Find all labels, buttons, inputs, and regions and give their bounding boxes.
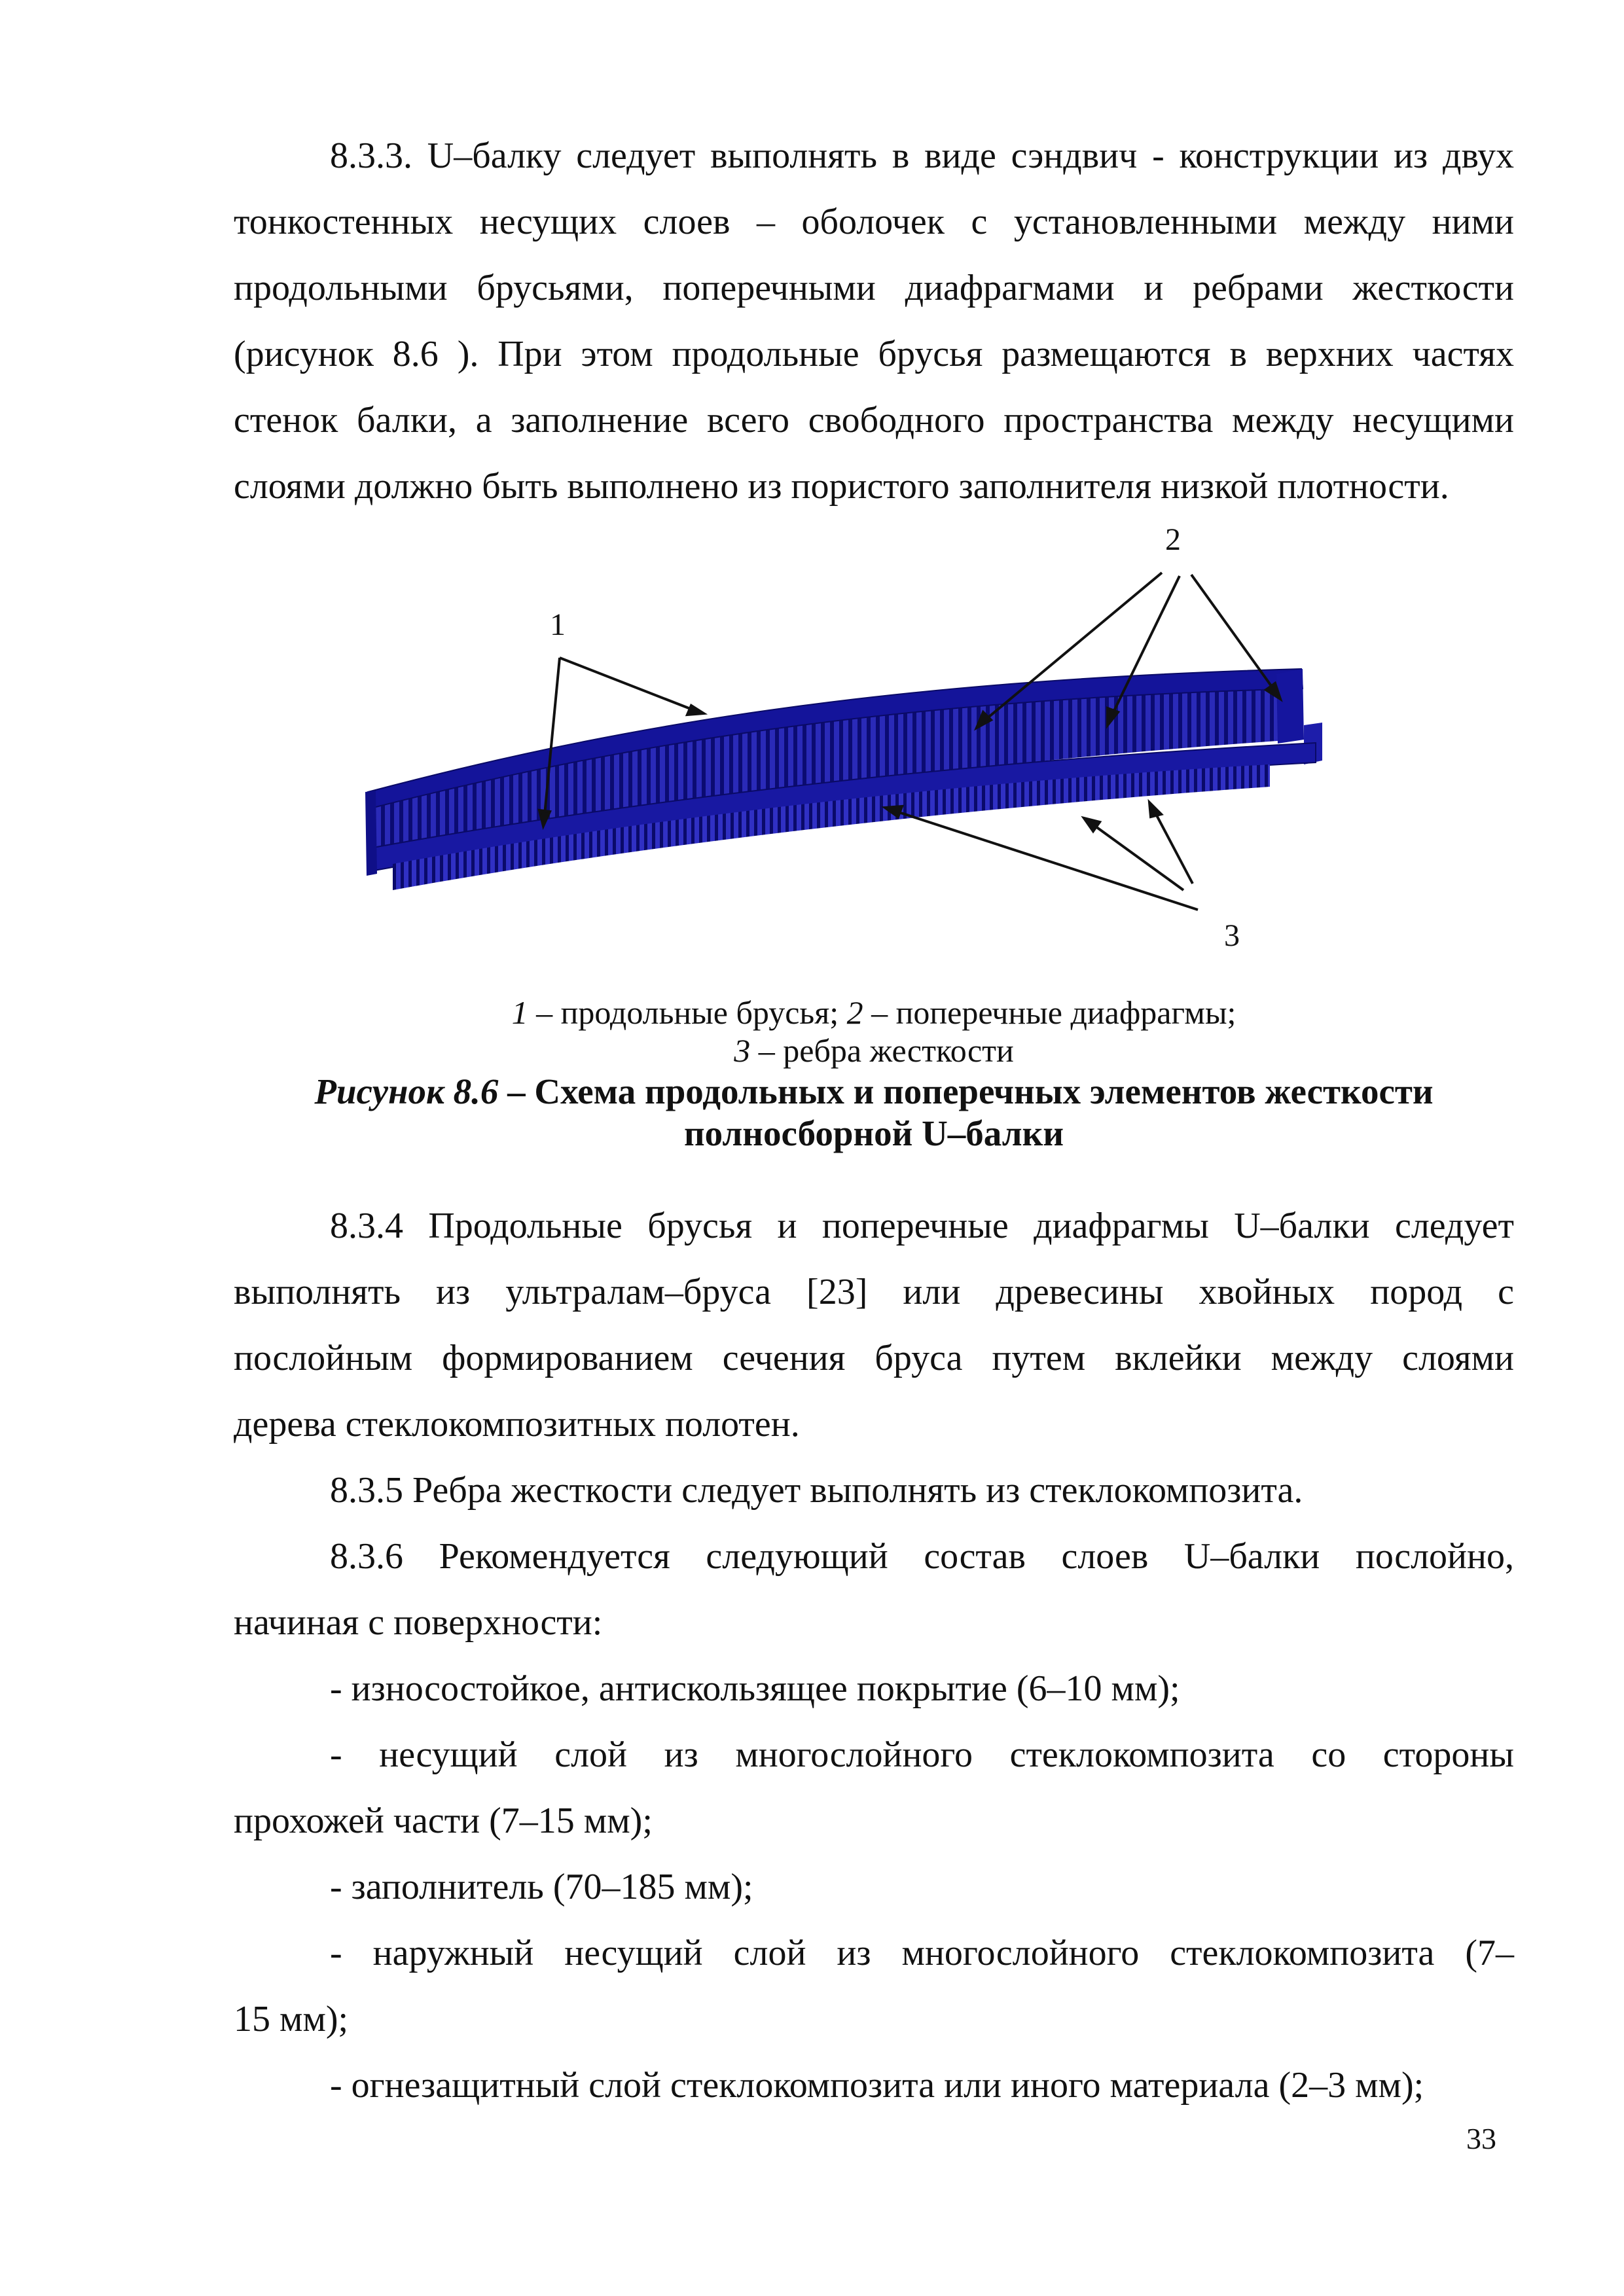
- legend-text-3: – ребра жесткости: [750, 1032, 1014, 1069]
- list-item-continuation: прохожей части (7–15 мм);: [234, 1801, 653, 1841]
- legend-num-1: 1: [511, 994, 528, 1031]
- paragraph-line: (рисунок 8.6 ). При этом продольные брусья размещаются в верхних частях: [234, 334, 1514, 374]
- arrow-1a: [560, 658, 694, 710]
- figure-title-line-2: полносборной U–балки: [683, 1113, 1064, 1153]
- figure-legend-line-1: [234, 994, 1514, 1031]
- u-beam-illustration: [353, 517, 1368, 962]
- arrow-3a: [897, 812, 1198, 910]
- list-item: - заполнитель (70–185 мм);: [330, 1867, 753, 1907]
- paragraph-line: начиная с поверхности:: [234, 1602, 603, 1643]
- list-item-continuation: 15 мм);: [234, 1999, 349, 2039]
- figure-label-3: 3: [1224, 918, 1240, 953]
- arrow-1a-head: [687, 706, 704, 715]
- figure-label-1: 1: [550, 607, 566, 642]
- arrow-3c-head: [1149, 802, 1161, 817]
- paragraph-line: продольными брусьями, поперечными диафрагмами и ребрами жесткости: [234, 268, 1514, 308]
- legend-text-1: – продольные брусья;: [528, 994, 847, 1031]
- beam-end-cap: [1276, 669, 1304, 744]
- paragraph-line: выполнять из ультралам–бруса [23] или древесины хвойных пород с: [234, 1272, 1514, 1312]
- list-item: - износостойкое, антискользящее покрытие (6–10 мм);: [330, 1668, 1180, 1709]
- figure-label-2: 2: [1165, 522, 1181, 557]
- paragraph-8-3-5: 8.3.5 Ребра жесткости следует выполнять из стеклокомпозита.: [330, 1470, 1303, 1511]
- paragraph-line: стенок балки, а заполнение всего свободного пространства между несущими: [234, 400, 1514, 440]
- legend-text-2: – поперечные диафрагмы;: [863, 994, 1236, 1031]
- figure-u-beam: [353, 517, 1368, 962]
- paragraph-line: тонкостенных несущих слоев – оболочек с установленными между ними: [234, 202, 1514, 242]
- paragraph-line: 8.3.3. U–балку следует выполнять в виде сэндвич - конструкции из двух: [330, 135, 1514, 176]
- paragraph-line: 8.3.6 Рекомендуется следующий состав слоев U–балки послойно,: [330, 1536, 1514, 1577]
- list-item: - наружный несущий слой из многослойного стеклокомпозита (7–: [330, 1933, 1514, 1973]
- figure-number: Рисунок 8.6: [314, 1071, 499, 1111]
- page-number: 33: [1466, 2122, 1496, 2155]
- figure-title: [234, 1071, 1514, 1113]
- paragraph-line: послойным формированием сечения бруса путем вклейки между слоями: [234, 1338, 1514, 1378]
- list-item: - несущий слой из многослойного стеклокомпозита со стороны: [330, 1734, 1514, 1775]
- figure-title-rest: – Схема продольных и поперечных элементов жесткости: [498, 1071, 1434, 1111]
- beam-left-end: [365, 791, 377, 876]
- paragraph-line: слоями должно быть выполнено из пористого заполнителя низкой плотности.: [234, 466, 1449, 507]
- legend-num-3: 3: [734, 1032, 751, 1069]
- paragraph-line: 8.3.4 Продольные брусья и поперечные диафрагмы U–балки следует: [330, 1206, 1514, 1246]
- legend-num-2: 2: [846, 994, 863, 1031]
- figure-legend-line-2: [234, 1031, 1514, 1069]
- list-item: - огнезащитный слой стеклокомпозита или иного материала (2–3 мм);: [330, 2065, 1424, 2106]
- paragraph-line: дерева стеклокомпозитных полотен.: [234, 1404, 800, 1444]
